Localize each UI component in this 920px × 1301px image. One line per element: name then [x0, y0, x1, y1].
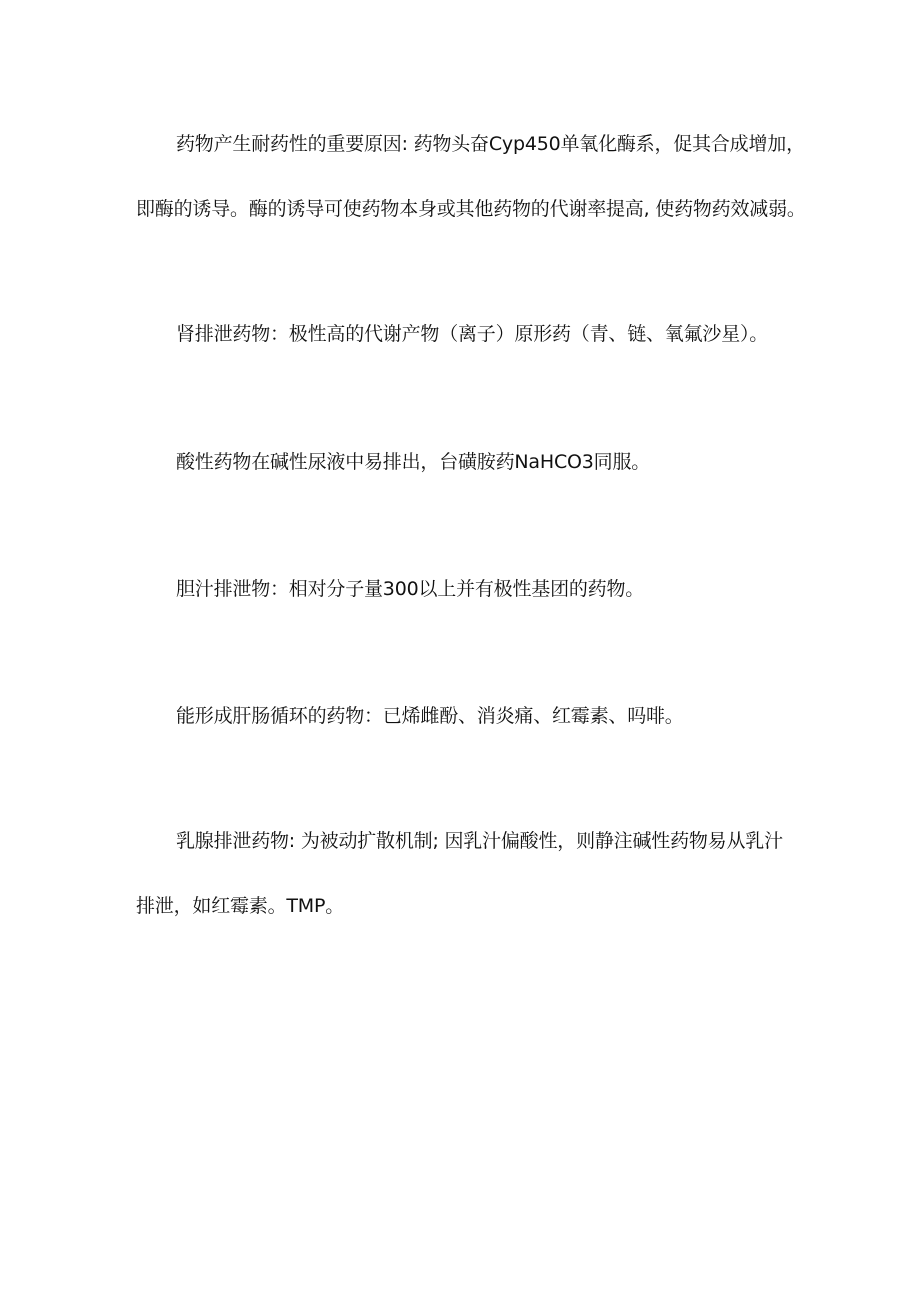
paragraph-line: 药物产生耐药性的重要原因: 药物头奋Cyp450单氧化酶系，促其合成增加，	[176, 133, 805, 155]
paragraph-line: 酸性药物在碱性尿液中易排出，台磺胺药NaHCO3同服。	[176, 451, 651, 473]
paragraph-line: 肾排泄药物：极性高的代谢产物（离子）原形药（青、链、氧氟沙星）。	[176, 323, 769, 345]
paragraph-line: 即酶的诱导。酶的诱导可使药物本身或其他药物的代谢率提高, 使药物药效减弱。	[136, 198, 806, 220]
paragraph-line: 排泄，如红霉素。TMP。	[136, 895, 345, 917]
paragraph-line: 胆汁排泄物：相对分子量300以上并有极性基团的药物。	[176, 578, 645, 600]
paragraph-line: 能形成肝肠循环的药物：已烯雌酚、消炎痛、红霉素、吗啡。	[176, 705, 684, 727]
paragraph-line: 乳腺排泄药物: 为被动扩散机制; 因乳汁偏酸性，则静注碱性药物易从乳汁	[176, 830, 783, 852]
